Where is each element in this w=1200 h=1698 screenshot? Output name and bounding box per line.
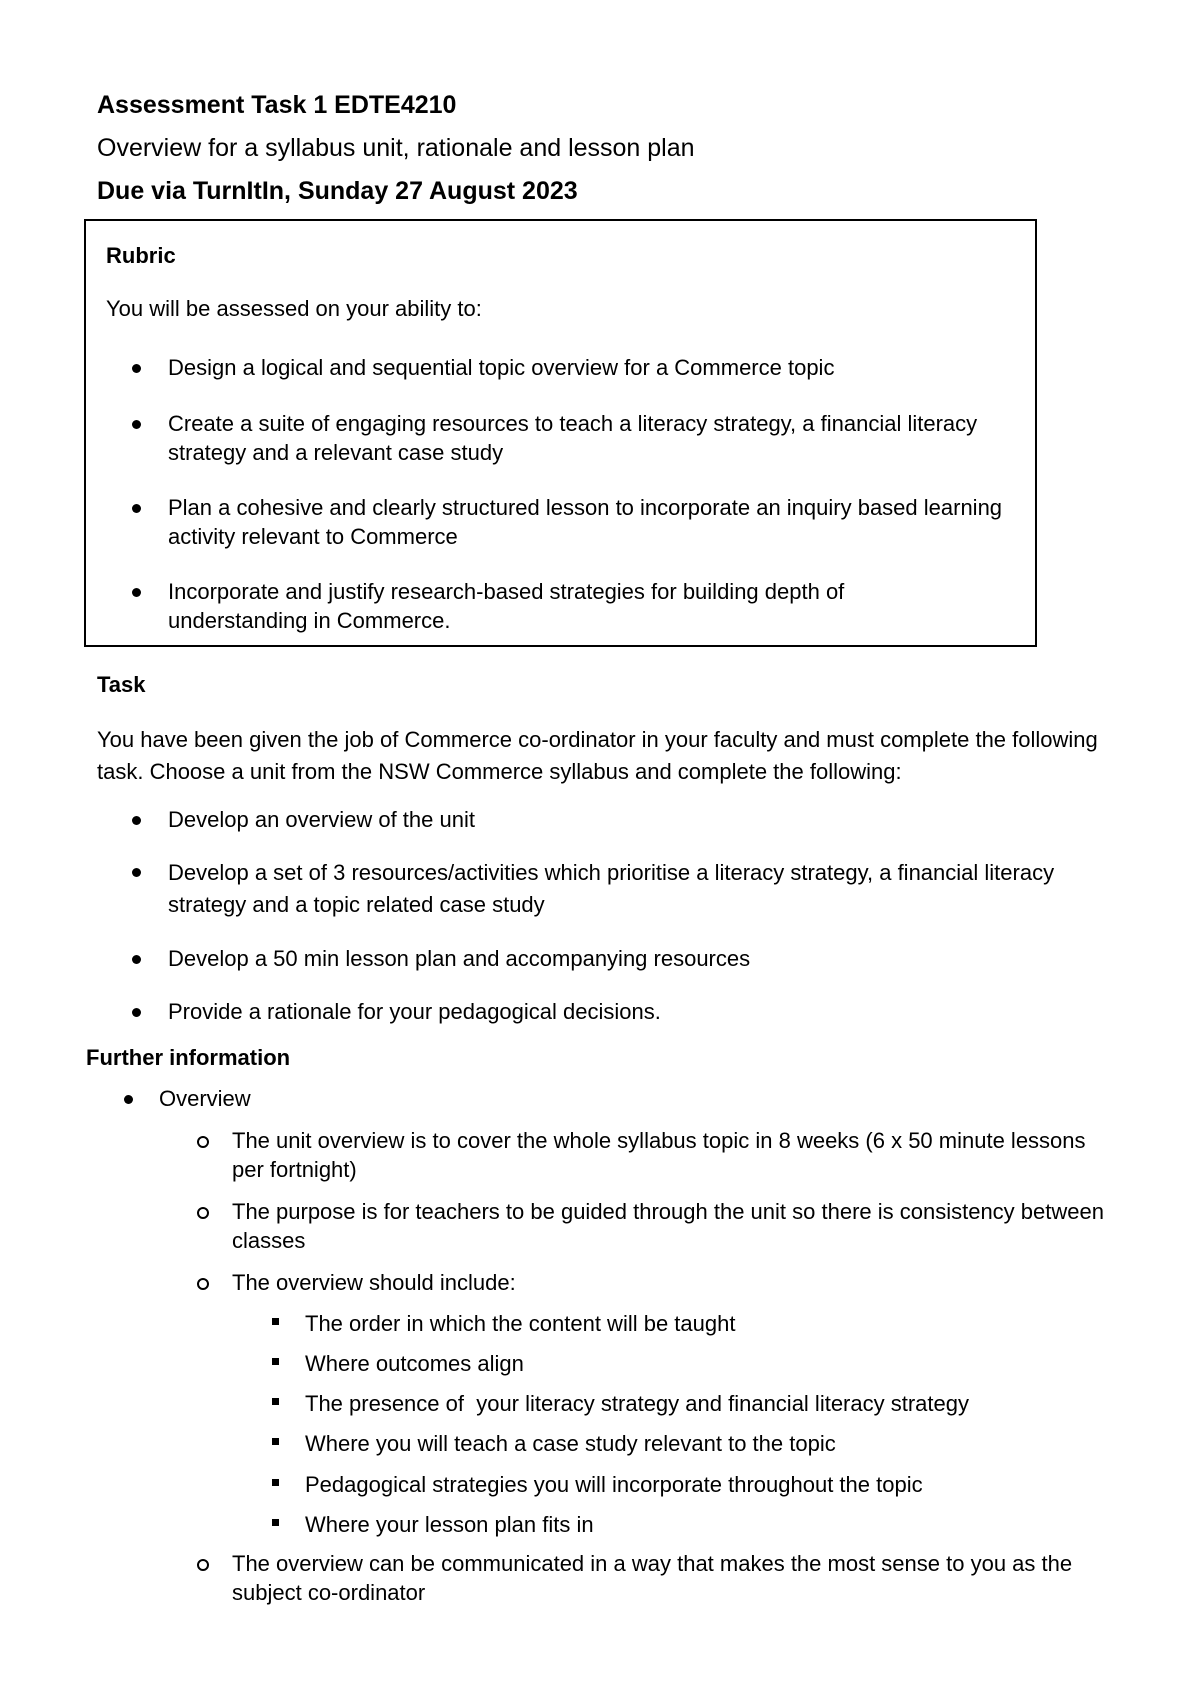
task-item: Develop a set of 3 resources/activities which prioritise a literacy strategy, a financial literacy strategy and a topic related case study	[168, 860, 1055, 917]
circle-bullet-icon	[197, 1136, 209, 1148]
overview-sub-item: The overview should include:	[232, 1270, 516, 1295]
bullet-icon	[132, 1008, 141, 1017]
task-item: Provide a rationale for your pedagogical decisions.	[168, 999, 661, 1024]
page-title: Assessment Task 1 EDTE4210	[97, 91, 457, 119]
rubric-item: Design a logical and sequential topic overview for a Commerce topic	[168, 355, 835, 380]
bullet-icon	[132, 364, 141, 373]
bullet-icon	[124, 1095, 133, 1104]
task-item: Develop a 50 min lesson plan and accompanying resources	[168, 946, 751, 971]
bullet-icon	[132, 868, 141, 877]
include-item: Where your lesson plan fits in	[305, 1512, 594, 1537]
rubric-item: Plan a cohesive and clearly structured lesson to incorporate an inquiry based learning activity relevant to Commerce	[168, 495, 1003, 549]
square-bullet-icon	[272, 1438, 279, 1445]
circle-bullet-icon	[197, 1207, 209, 1219]
circle-bullet-icon	[197, 1278, 209, 1290]
rubric-item: Create a suite of engaging resources to teach a literacy strategy, a financial literacy strategy and a relevant case study	[168, 411, 978, 465]
overview-sub-item: The purpose is for teachers to be guided through the unit so there is consistency between classes	[232, 1199, 1104, 1253]
square-bullet-icon	[272, 1479, 279, 1486]
rubric-item: Incorporate and justify research-based strategies for building depth of understanding in Commerce.	[168, 579, 845, 633]
include-item: The order in which the content will be taught	[305, 1311, 736, 1336]
task-heading: Task	[97, 672, 146, 697]
square-bullet-icon	[272, 1398, 279, 1405]
circle-bullet-icon	[197, 1559, 209, 1571]
due-date: Due via TurnItIn, Sunday 27 August 2023	[97, 177, 578, 205]
rubric-heading: Rubric	[106, 243, 176, 268]
page-subtitle: Overview for a syllabus unit, rationale and lesson plan	[97, 134, 695, 162]
bullet-icon	[132, 955, 141, 964]
include-item: The presence of your literacy strategy and financial literacy strategy	[305, 1391, 969, 1416]
overview-sub-item: The overview can be communicated in a way that makes the most sense to you as the subject co-ordinator	[232, 1551, 1073, 1605]
include-item: Where outcomes align	[305, 1351, 524, 1376]
rubric-intro: You will be assessed on your ability to:	[106, 296, 482, 321]
bullet-icon	[132, 816, 141, 825]
overview-sub-item: The unit overview is to cover the whole syllabus topic in 8 weeks (6 x 50 minute lessons per fortnight)	[232, 1128, 1086, 1182]
bullet-icon	[132, 588, 141, 597]
square-bullet-icon	[272, 1318, 279, 1325]
square-bullet-icon	[272, 1358, 279, 1365]
overview-label: Overview	[159, 1086, 251, 1111]
square-bullet-icon	[272, 1519, 279, 1526]
task-item: Develop an overview of the unit	[168, 807, 475, 832]
include-item: Pedagogical strategies you will incorporate throughout the topic	[305, 1472, 923, 1497]
task-intro: You have been given the job of Commerce co-ordinator in your faculty and must complete the following task. Choose a unit from the NSW Commerce syllabus and complete the following:	[97, 727, 1098, 784]
further-info-heading: Further information	[86, 1045, 291, 1070]
bullet-icon	[132, 504, 141, 513]
include-item: Where you will teach a case study relevant to the topic	[305, 1431, 836, 1456]
bullet-icon	[132, 420, 141, 429]
